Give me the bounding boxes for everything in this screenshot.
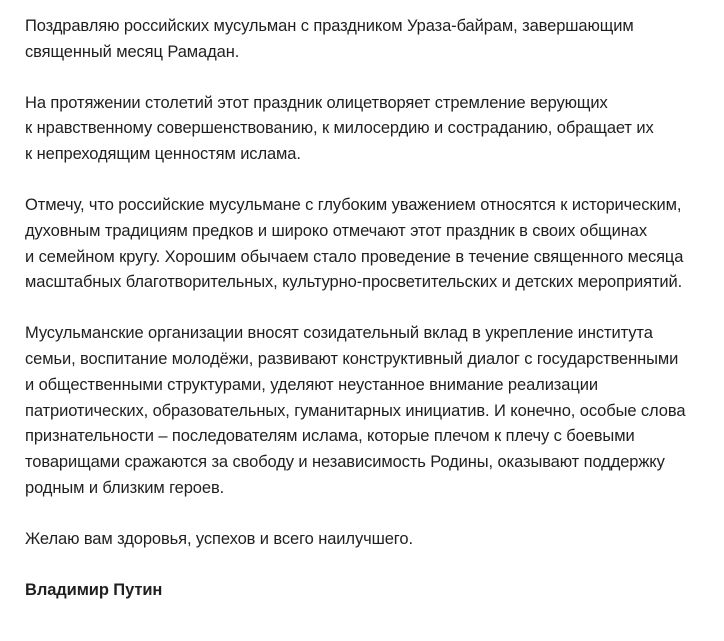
paragraph-organizations — [25, 321, 715, 502]
paragraph-wishes — [25, 527, 715, 553]
text-line: Мусульманские организации вносят созидательный вклад в укрепление института — [25, 324, 653, 343]
text-line: товарищами сражаются за свободу и независимость Родины, оказывают поддержку — [25, 453, 665, 472]
text-line: и семейном кругу. Хорошим обычаем стало проведение в течение священного месяца — [25, 247, 684, 266]
paragraph-history — [25, 91, 715, 168]
text-line: признательности – последователям ислама, которые плечом к плечу с боевыми — [25, 427, 635, 446]
paragraph-greeting — [25, 14, 715, 66]
text-line: к непреходящим ценностям ислама. — [25, 145, 301, 164]
text-line: и общественными структурами, уделяют неустанное внимание реализации — [25, 375, 598, 394]
text-line: На протяжении столетий этот праздник олицетворяет стремление верующих — [25, 93, 608, 112]
text-line: духовным традициям предков и широко отмечают этот праздник в своих общинах — [25, 221, 648, 240]
text-line: масштабных благотворительных, культурно-просветительских и детских мероприятий. — [25, 273, 683, 292]
text-line: священный месяц Рамадан. — [25, 42, 240, 61]
text-line: семьи, воспитание молодёжи, развивают конструктивный диалог с государственными — [25, 349, 679, 368]
paragraph-spacer — [25, 296, 715, 321]
text-line: родным и близким героев. — [25, 478, 225, 497]
text-line: к нравственному совершенствованию, к милосердию и состраданию, обращает их — [25, 119, 654, 138]
paragraph-spacer — [25, 66, 715, 91]
paragraph-traditions — [25, 193, 715, 296]
text-line: Желаю вам здоровья, успехов и всего наилучшего. — [25, 529, 413, 548]
signature: Владимир Путин — [25, 580, 163, 599]
paragraph-spacer — [25, 553, 715, 578]
paragraph-spacer — [25, 502, 715, 527]
letter-body — [25, 14, 715, 603]
text-line: Отмечу, что российские мусульмане с глубоким уважением относятся к историческим, — [25, 195, 682, 214]
paragraph-spacer — [25, 168, 715, 193]
text-line: Поздравляю российских мусульман с праздником Ураза-байрам, завершающим — [25, 17, 634, 35]
text-line: патриотических, образовательных, гуманитарных инициатив. И конечно, особые слова — [25, 401, 686, 420]
